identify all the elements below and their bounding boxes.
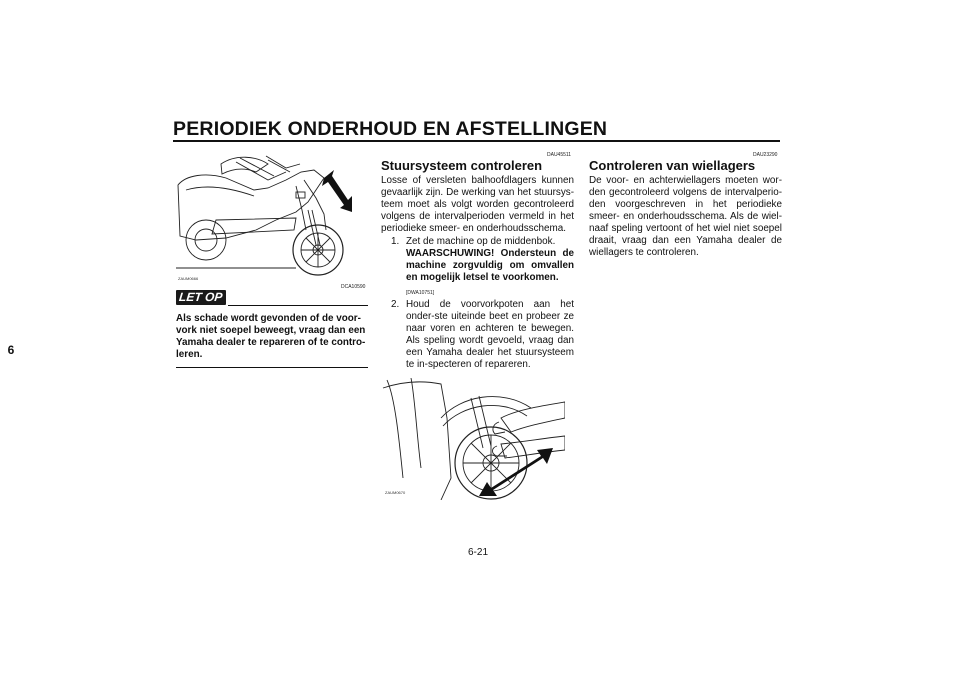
notice-top-rule (228, 305, 368, 306)
step-1-number: 1. (391, 236, 400, 247)
wheel-text: De voor- en achterwiellagers moeten wor-den gecontroleerd volgens de intervalperio-den voorgeschreven in het periodieke smeer- en onderhoudsschema. Als de wiel-naaf speling vertoont of het wiel niet soepel draait, vraag dan een Yamaha dealer de wiellagers te controleren. (589, 175, 782, 258)
notice-bottom-rule (176, 367, 368, 368)
notice-label: LET OP (176, 290, 226, 305)
scooter-drawing (176, 150, 356, 285)
steering-intro: Losse of versleten balhoofdlagers kunnen gevaarlijk zijn. De werking van het stuursys-teem moet als volgt worden gecontroleerd volgens de intervalperioden vermeld in het periodieke smeer- en onderhoudsschema. (381, 175, 574, 234)
step-2-text: Houd de voorvorkpoten aan het onder-ste uiteinde beet en probeer ze naar voren en achteren te bewegen. Als speling wordt gevoeld, vraag dan een Yamaha dealer het stuursysteem te in-specteren of repareren. (406, 299, 574, 370)
wheel-section-code: DAU23290 (753, 152, 778, 158)
title-rule (173, 140, 780, 142)
step-2-number: 2. (391, 299, 400, 310)
steering-section-code: DAU45511 (547, 152, 572, 158)
scooter-image-code: ZAUM0666 (178, 276, 199, 281)
step-1-text: Zet de machine op de middenbok. (406, 236, 556, 247)
step-1-warning-code: [DWA10751] (406, 290, 435, 296)
steering-heading: Stuursysteem controleren (381, 158, 543, 173)
scooter-illustration (176, 150, 356, 285)
fork-image-code: ZAUM0670 (385, 490, 406, 495)
wheel-heading: Controleren van wiellagers (589, 158, 756, 173)
page-title: PERIODIEK ONDERHOUD EN AFSTELLINGEN (173, 118, 608, 140)
fork-check-illustration (381, 378, 565, 500)
notice-text: Als schade wordt gevonden of de voor-vork niet soepel beweegt, vraag dan een Yamaha dealer te repareren of te contro-leren. (176, 313, 366, 360)
step-1-warning: WAARSCHUWING! Ondersteun de machine zorgvuldig om omvallen en mogelijk letsel te voorkomen. (406, 248, 574, 283)
fork-check-drawing (381, 378, 565, 500)
page-number: 6-21 (468, 547, 489, 558)
chapter-tab: 6 (7, 343, 15, 357)
notice-code: DCA10590 (341, 284, 366, 290)
